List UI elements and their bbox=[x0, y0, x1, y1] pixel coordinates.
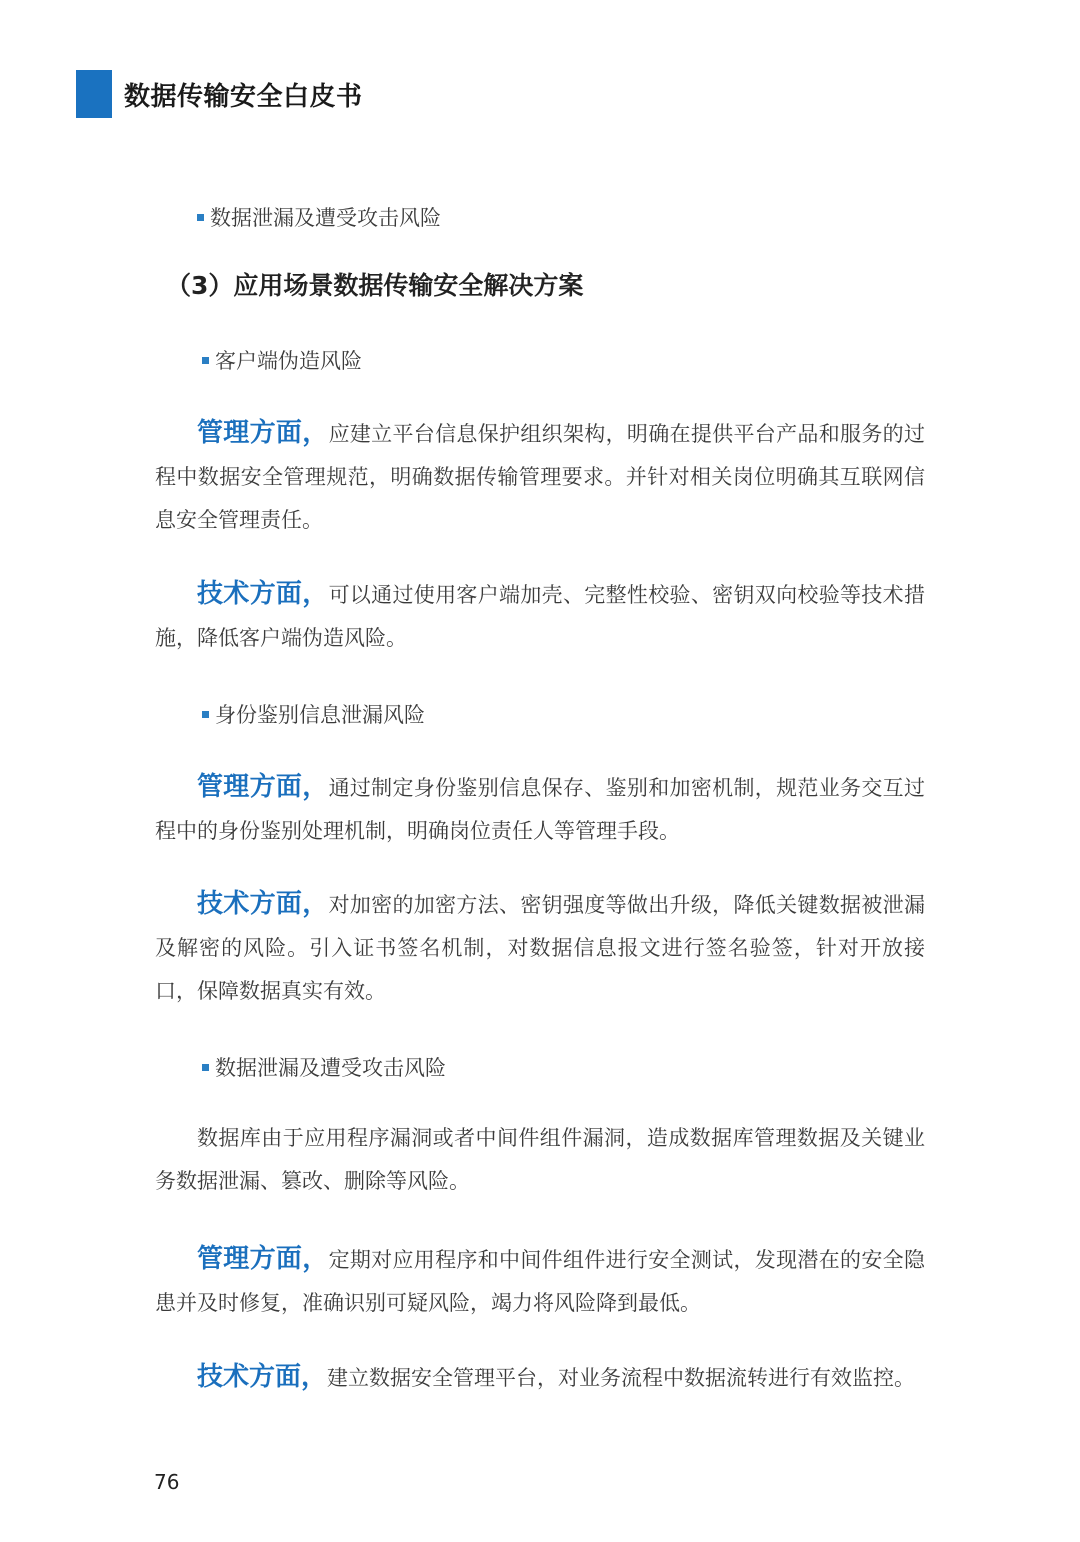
document-title: 数据传输安全白皮书 bbox=[124, 81, 363, 112]
paragraph bbox=[155, 766, 925, 853]
page-number: 76 bbox=[154, 1470, 180, 1494]
bullet-square-icon bbox=[202, 1064, 209, 1071]
bullet-item bbox=[202, 699, 425, 729]
section-heading: （3）应用场景数据传输安全解决方案 bbox=[166, 271, 584, 300]
bullet-item bbox=[202, 345, 362, 375]
paragraph bbox=[155, 1356, 925, 1400]
paragraph-text: 对加密的加密方法、密钥强度等做出升级，降低关键数据被泄漏及解密的风险。引入证书签名机制，对数据信息报文进行签名验签，针对开放接口，保障数据真实有效。 bbox=[155, 893, 925, 1003]
paragraph-text: 定期对应用程序和中间件组件进行安全测试，发现潜在的安全隐患并及时修复，准确识别可疑风险，竭力将风险降到最低。 bbox=[155, 1248, 925, 1315]
bullet-label: 数据泄漏及遭受攻击风险 bbox=[215, 1056, 446, 1080]
paragraph bbox=[155, 883, 925, 1013]
bullet-label: 客户端伪造风险 bbox=[215, 349, 362, 373]
paragraph-keyword: 管理方面， bbox=[197, 1244, 329, 1274]
paragraph-keyword: 管理方面， bbox=[197, 418, 329, 448]
paragraph-text: 数据库由于应用程序漏洞或者中间件组件漏洞，造成数据库管理数据及关键业务数据泄漏、篡改、删除等风险。 bbox=[155, 1126, 925, 1193]
paragraph-text: 可以通过使用客户端加壳、完整性校验、密钥双向校验等技术措施，降低客户端伪造风险。 bbox=[155, 583, 925, 650]
header-accent-bar bbox=[76, 70, 112, 118]
paragraph bbox=[155, 412, 925, 542]
bullet-square-icon bbox=[202, 711, 209, 718]
paragraph bbox=[155, 1238, 925, 1325]
bullet-item bbox=[197, 202, 441, 232]
paragraph-keyword: 技术方面， bbox=[197, 579, 329, 609]
bullet-item bbox=[202, 1052, 446, 1082]
paragraph-text: 应建立平台信息保护组织架构，明确在提供平台产品和服务的过程中数据安全管理规范，明确数据传输管理要求。并针对相关岗位明确其互联网信息安全管理责任。 bbox=[155, 422, 925, 532]
paragraph-keyword: 管理方面， bbox=[197, 772, 329, 802]
bullet-label: 身份鉴别信息泄漏风险 bbox=[215, 703, 425, 727]
paragraph-keyword: 技术方面， bbox=[197, 1362, 328, 1392]
bullet-label: 数据泄漏及遭受攻击风险 bbox=[210, 206, 441, 230]
paragraph bbox=[155, 573, 925, 660]
bullet-square-icon bbox=[197, 214, 204, 221]
paragraph-keyword: 技术方面， bbox=[197, 889, 329, 919]
paragraph-text: 建立数据安全管理平台，对业务流程中数据流转进行有效监控。 bbox=[327, 1366, 916, 1390]
paragraph-text: 通过制定身份鉴别信息保存、鉴别和加密机制，规范业务交互过程中的身份鉴别处理机制，明确岗位责任人等管理手段。 bbox=[155, 776, 925, 843]
bullet-square-icon bbox=[202, 357, 209, 364]
page-header bbox=[76, 70, 363, 118]
paragraph bbox=[155, 1117, 925, 1203]
